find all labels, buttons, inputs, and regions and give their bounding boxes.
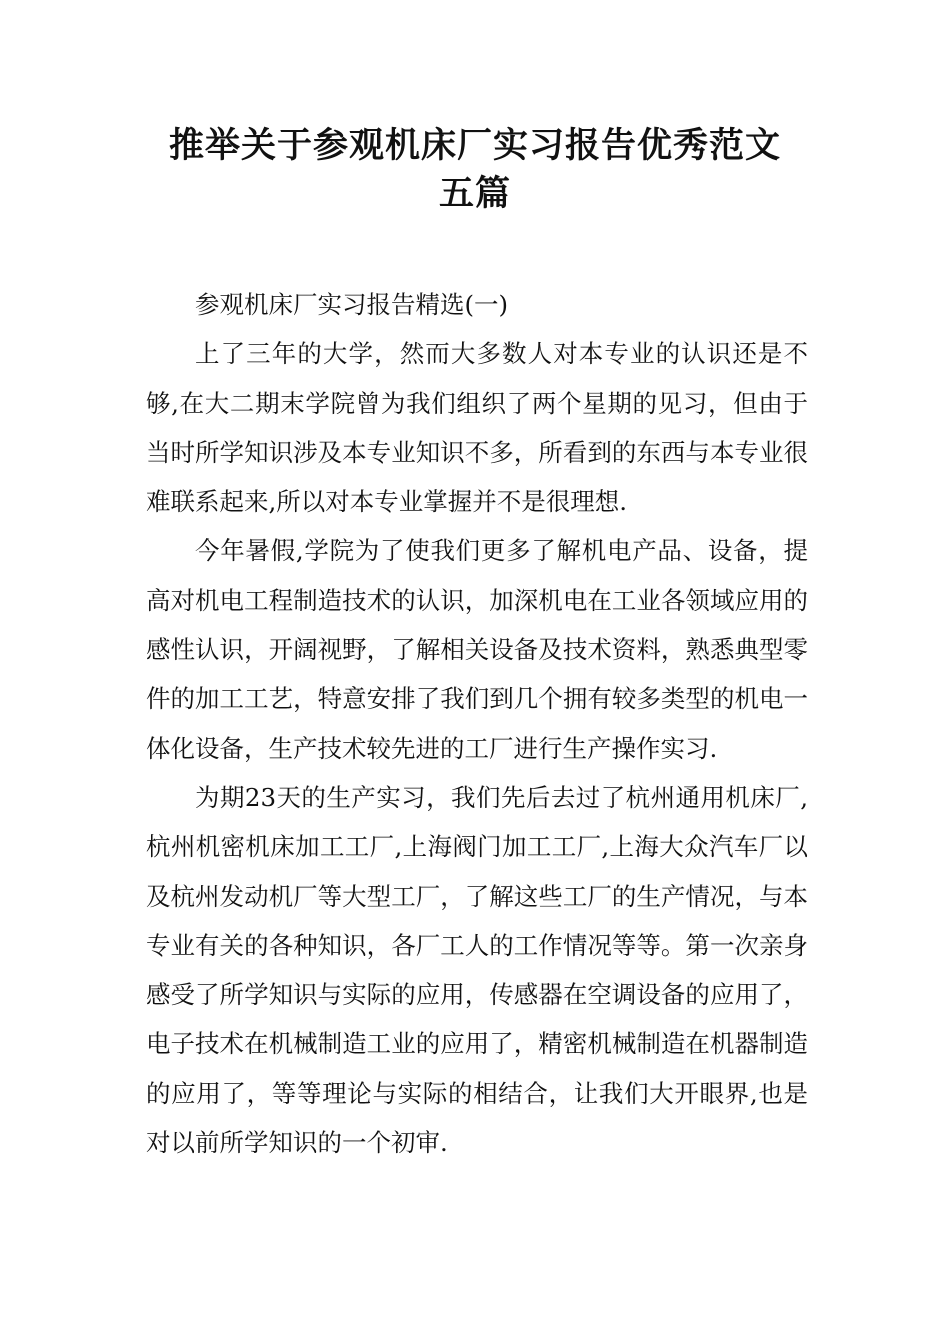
document-body (146, 280, 808, 1167)
title-line-2: 五篇 (438, 174, 511, 214)
title-line-1: 推举关于参观机床厂实习报告优秀范文 (168, 126, 781, 166)
document-title (120, 122, 830, 218)
section-heading: 参观机床厂实习报告精选(一) (195, 290, 509, 319)
paragraph-1: 上了三年的大学，然而大多数人对本专业的认识还是不够,在大二期末学院曾为我们组织了两个星期的见习，但由于当时所学知识涉及本专业知识不多，所看到的东西与本专业很难联系起来,所以对本专业掌握并不是很理想. (146, 339, 808, 517)
paragraph-3: 为期23天的生产实习，我们先后去过了杭州通用机床厂,杭州机密机床加工工厂,上海阀门加工工厂,上海大众汽车厂以及杭州发动机厂等大型工厂，了解这些工厂的生产情况，与本专业有关的各种知识，各厂工人的工作情况等等。第一次亲身感受了所学知识与实际的应用，传感器在空调设备的应用了，电子技术在机械制造工业的应用了，精密机械制造在机器制造的应用了，等等理论与实际的相结合，让我们大开眼界,也是对以前所学知识的一个初审. (146, 782, 808, 1158)
paragraph-2: 今年暑假,学院为了使我们更多了解机电产品、设备，提高对机电工程制造技术的认识，加深机电在工业各领域应用的感性认识，开阔视野，了解相关设备及技术资料，熟悉典型零件的加工工艺，特意安排了我们到几个拥有较多类型的机电一体化设备，生产技术较先进的工厂进行生产操作实习. (146, 536, 808, 763)
